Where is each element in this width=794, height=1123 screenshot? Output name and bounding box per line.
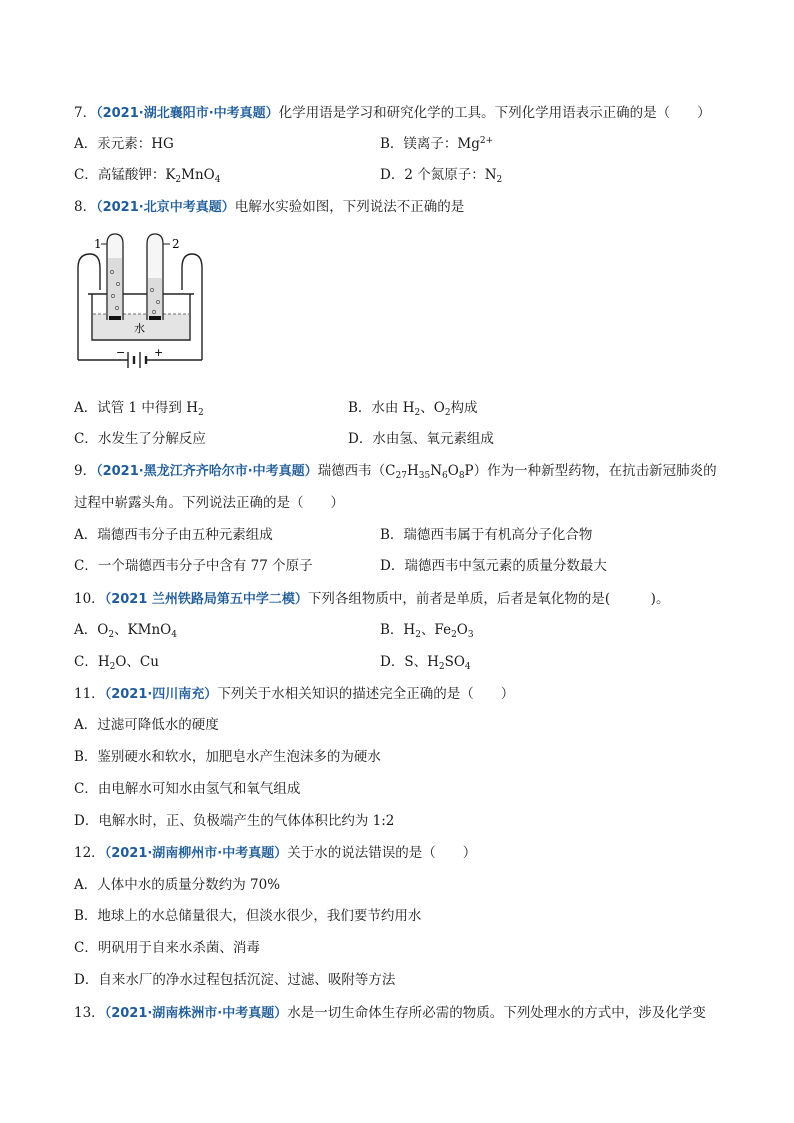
q11-option-d: D．电解水时，正、负极端产生的气体体积比约为 1:2 (74, 813, 395, 829)
source-tag: （2021·四川南充） (104, 687, 218, 702)
q9-option-c: C．一个瑞德西韦分子中含有 77 个原子 (74, 558, 313, 574)
q8-option-b: B．水由 $H_2$、$O_2$构成 (348, 400, 478, 418)
electrolysis-apparatus-diagram (70, 228, 210, 388)
q10-option-a: A．$O_2$、KMnO$_4$ (74, 622, 177, 640)
q12-option-a: A．人体中水的质量分数约为 70% (74, 877, 281, 893)
question-12: 12．（2021·湖南柳州市·中考真题）关于水的说法错误的是（ ） (74, 845, 477, 861)
source-tag: （2021·湖北襄阳市·中考真题） (96, 106, 279, 121)
question-8: 8．（2021·北京中考真题）电解水实验如图，下列说法不正确的是 (74, 199, 465, 215)
question-13: 13．（2021·湖南株洲市·中考真题）水是一切生命体生存所必需的物质。下列处理水的方式中，涉及化学变 (74, 1005, 706, 1021)
q12-option-d: D．自来水厂的净水过程包括沉淀、过滤、吸附等方法 (74, 972, 396, 988)
source-tag: （2021·黑龙江齐齐哈尔市·中考真题） (96, 464, 318, 479)
q10-option-d: D．S、$H_2SO_4$ (380, 654, 471, 672)
question-11: 11．（2021·四川南充）下列关于水相关知识的描述完全正确的是（ ） (74, 686, 515, 702)
source-tag: （2021·北京中考真题） (96, 200, 235, 215)
source-tag: （2021 兰州铁路局第五中学二模） (104, 592, 308, 607)
tube-1-label: 1 (94, 237, 102, 251)
q7-option-b: B．镁离子：$Mg^{2+}$ (380, 136, 494, 152)
question-10: 10．（2021 兰州铁路局第五中学二模）下列各组物质中，前者是单质，后者是氧化物的是( )。 (74, 591, 670, 607)
q9-option-b: B．瑞德西韦属于有机高分子化合物 (380, 527, 593, 543)
q11-option-b: B．鉴别硬水和软水，加肥皂水产生泡沫多的为硬水 (74, 749, 381, 765)
water-label: 水 (134, 322, 145, 335)
question-9: 9．（2021·黑龙江齐齐哈尔市·中考真题）瑞德西韦$(C_{27}H_{35}N_6O_8P)$作为一种新型药物，在抗击新冠肺炎的 (74, 463, 717, 481)
tube-2-label: 2 (172, 237, 180, 251)
source-tag: （2021·湖南株洲市·中考真题） (104, 1006, 288, 1021)
question-9-line-2: 过程中崭露头角。下列说法正确的是（ ） (74, 495, 344, 511)
q8-option-a: A．试管 1 中得到 $H_2$ (74, 400, 204, 418)
q10-option-b: B．$H_2$、$Fe_2O_3$ (380, 622, 474, 640)
q8-option-c: C．水发生了分解反应 (74, 431, 206, 447)
q8-option-d: D．水由氢、氧元素组成 (348, 431, 494, 447)
source-tag: （2021·湖南柳州市·中考真题） (104, 846, 288, 861)
electrolysis-figure (70, 228, 210, 392)
q12-option-c: C．明矾用于自来水杀菌、消毒 (74, 940, 260, 956)
q7-option-a: A．汞元素：HG (74, 136, 174, 152)
question-7: 7．（2021·湖北襄阳市·中考真题）化学用语是学习和研究化学的工具。下列化学用语表示正确的是（ ） (74, 105, 711, 121)
q11-option-c: C．由电解水可知水由氢气和氧气组成 (74, 781, 301, 797)
q12-option-b: B．地球上的水总储量很大，但淡水很少，我们要节约用水 (74, 908, 422, 924)
q7-option-c: C．高锰酸钾：$K_2MnO_4$ (74, 167, 221, 185)
positive-terminal: + (154, 346, 164, 359)
q7-option-d: D．2 个氮原子：$N_2$ (380, 167, 503, 185)
negative-terminal: − (116, 346, 126, 359)
q9-option-a: A．瑞德西韦分子由五种元素组成 (74, 527, 273, 543)
q10-option-c: C．$H_2O$、Cu (74, 654, 159, 672)
q11-option-a: A．过滤可降低水的硬度 (74, 717, 219, 733)
q9-option-d: D．瑞德西韦中氢元素的质量分数最大 (380, 558, 607, 574)
